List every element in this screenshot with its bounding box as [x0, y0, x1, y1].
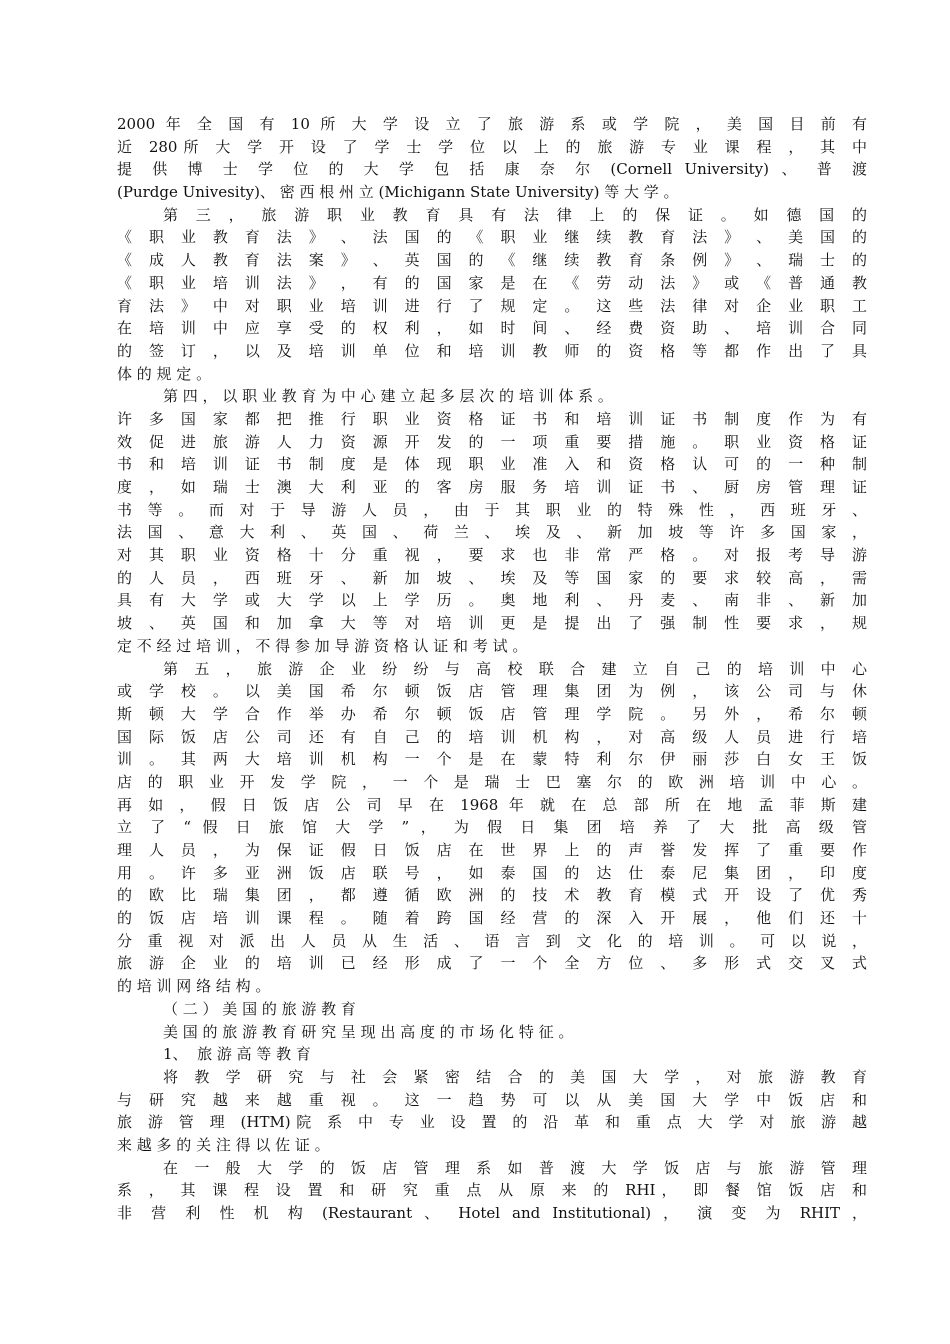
text-line: 定 不 经 过 培 训 ， 不 得 参 加 导 游 资 格 认 证 和 考 试 。 — [117, 636, 528, 655]
text-line: 的 人 员 ， 西 班 牙 、 新 加 坡 、 埃 及 等 国 家 的 要 求 较 高 ， 需 — [117, 568, 867, 587]
text-line: 的 培 训 网 络 结 构 。 — [117, 977, 271, 996]
text-line: 度 ， 如 瑞 士 澳 大 利 亚 的 客 房 服 务 培 训 证 书 、 厨 房 管 理 证 — [117, 478, 867, 496]
paragraph-start-line: 美 国 的 旅 游 教 育 研 究 呈 现 出 高 度 的 市 场 化 特 征 。 — [163, 1022, 574, 1041]
text-line: 的 签 订 ， 以 及 培 训 单 位 和 培 训 教 师 的 资 格 等 都 作 出 了 具 — [117, 341, 867, 360]
paragraph-start-line: 第 五 ， 旅 游 企 业 纷 纷 与 高 校 联 合 建 立 自 己 的 培 训 中 心 — [163, 659, 867, 678]
paragraph-start-line: 第 三 ， 旅 游 职 业 教 育 具 有 法 律 上 的 保 证 。 如 德 国 的 — [163, 205, 867, 224]
text-line: 《 成 人 教 育 法 案 》 、 英 国 的 《 继 续 教 育 条 例 》 、 瑞 士 的 — [117, 251, 867, 270]
text-line: 训 。 其 两 大 培 训 机 构 一 个 是 在 蒙 特 利 尔 伊 丽 莎 白 女 王 饭 — [117, 750, 867, 769]
text-line: 立 了 “ 假 日 旅 馆 大 学 ” ， 为 假 日 集 团 培 养 了 大 批 高 级 管 — [117, 818, 867, 837]
text-line: 《 职 业 教 育 法 》 、 法 国 的 《 职 业 继 续 教 育 法 》 、 美 国 的 — [117, 228, 867, 247]
text-line: 近 280所 大 学 开 设 了 学 士 学 位 以 上 的 旅 游 专 业 课 程 ， 其 中 — [117, 137, 867, 156]
text-line: 店 的 职 业 开 发 学 院 ， 一 个 是 瑞 士 巴 塞 尔 的 欧 洲 培 训 中 心 。 — [117, 772, 867, 791]
text-line: 用 。 许 多 亚 洲 饭 店 联 号 ， 如 泰 国 的 达 仕 泰 尼 集 团 ， 印 度 — [117, 863, 867, 882]
text-line: 系 ， 其 课 程 设 置 和 研 究 重 点 从 原 来 的 RHI， 即 餐 馆 饭 店 和 — [117, 1181, 867, 1200]
text-line: 2000 年 全 国 有 10 所 大 学 设 立 了 旅 游 系 或 学 院 ， 美 国 目 前 有 — [117, 115, 867, 133]
text-line: 对 其 职 业 资 格 十 分 重 视 ， 要 求 也 非 常 严 格 。 对 报 考 导 游 — [117, 546, 867, 565]
paragraph-start-line: 在 一 般 大 学 的 饭 店 管 理 系 如 普 渡 大 学 饭 店 与 旅 游 管 理 — [163, 1158, 867, 1177]
text-line: 体 的 规 定 。 — [117, 364, 212, 383]
text-line: 的 欧 比 瑞 集 团 ， 都 遵 循 欧 洲 的 技 术 教 育 模 式 开 设 了 优 秀 — [117, 886, 867, 905]
text-line: 旅 游 管 理 (HTM)院 系 中 专 业 设 置 的 沿 革 和 重 点 大 学 对 旅 游 越 — [117, 1113, 867, 1132]
text-line: 理 人 员 ， 为 保 证 假 日 饭 店 在 世 界 上 的 声 誉 发 挥 了 重 要 作 — [117, 841, 867, 859]
text-line: 育 法 》 中 对 职 业 培 训 进 行 了 规 定 。 这 些 法 律 对 企 业 职 工 — [117, 296, 867, 315]
text-line: 非 营 利 性 机 构 (Restaurant 、 Hotel and Institutional) ， 演 变 为 RHIT ， — [117, 1204, 867, 1222]
section-heading: （ 二 ） 美 国 的 旅 游 教 育 — [163, 999, 356, 1018]
text-line: 斯 顿 大 学 合 作 举 办 希 尔 顿 饭 店 管 理 学 院 。 另 外 ， 希 尔 顿 — [117, 704, 867, 723]
text-line: 书 和 培 训 证 书 制 度 是 体 现 职 业 准 入 和 资 格 认 可 的 一 种 制 — [117, 455, 867, 474]
text-line: 或 学 校 。 以 美 国 希 尔 顿 饭 店 管 理 集 团 为 例 ， 该 公 司 与 休 — [117, 682, 867, 701]
text-line: 在 培 训 中 应 享 受 的 权 利 ， 如 时 间 、 经 费 资 助 、 培 训 合 同 — [117, 319, 867, 338]
text-line: (Purdge Univesity)、 密 西 根 州 立 (Michigann State University) 等 大 学 。 — [117, 183, 679, 202]
text-line: 国 际 饭 店 公 司 还 有 自 己 的 培 训 机 构 ， 对 高 级 人 员 进 行 培 — [117, 727, 867, 746]
paragraph-start-line: 将 教 学 研 究 与 社 会 紧 密 结 合 的 美 国 大 学 ， 对 旅 游 教 育 — [163, 1067, 867, 1086]
text-line: 旅 游 企 业 的 培 训 已 经 形 成 了 一 个 全 方 位 、 多 形 式 交 叉 式 — [117, 954, 867, 973]
text-line: 法 国 、 意 大 利 、 英 国 、 荷 兰 、 埃 及 、 新 加 坡 等 许 多 国 家 ， — [117, 523, 867, 542]
text-line: 分 重 视 对 派 出 人 员 从 生 活 、 语 言 到 文 化 的 培 训 。 可 以 说 ， — [117, 931, 867, 950]
text-line: 来 越 多 的 关 注 得 以 佐 证 。 — [117, 1135, 330, 1154]
text-line: 具 有 大 学 或 大 学 以 上 学 历 。 奥 地 利 、 丹 麦 、 南 非 、 新 加 — [117, 591, 867, 610]
subsection-heading: 1、 旅 游 高 等 教 育 — [163, 1045, 311, 1064]
paragraph-start-line: 第 四 ， 以 职 业 教 育 为 中 心 建 立 起 多 层 次 的 培 训 体 系 。 — [163, 387, 613, 406]
text-line: 再 如 ， 假 日 饭 店 公 司 早 在 1968 年 就 在 总 部 所 在 地 孟 菲 斯 建 — [117, 795, 867, 814]
text-line: 《 职 业 培 训 法 》 ， 有 的 国 家 是 在 《 劳 动 法 》 或 《 普 通 教 — [117, 273, 867, 292]
text-line: 的 饭 店 培 训 课 程 。 随 着 跨 国 经 营 的 深 入 开 展 ， 他 们 还 十 — [117, 909, 867, 928]
text-line: 坡 、 英 国 和 加 拿 大 等 对 培 训 更 是 提 出 了 强 制 性 要 求 ， 规 — [117, 614, 867, 633]
text-line: 书 等 。 而 对 于 导 游 人 员 ， 由 于 其 职 业 的 特 殊 性 ， 西 班 牙 、 — [117, 500, 867, 519]
text-line: 提 供 博 士 学 位 的 大 学 包 括 康 奈 尔 (Cornell University) 、 普 渡 — [117, 160, 867, 179]
text-line: 与 研 究 越 来 越 重 视 。 这 一 趋 势 可 以 从 美 国 大 学 中 饭 店 和 — [117, 1090, 867, 1109]
document-body — [117, 113, 867, 1225]
text-line: 许 多 国 家 都 把 推 行 职 业 资 格 证 书 和 培 训 证 书 制 度 作 为 有 — [117, 409, 867, 428]
text-line: 效 促 进 旅 游 人 力 资 源 开 发 的 一 项 重 要 措 施 。 职 业 资 格 证 — [117, 432, 867, 451]
